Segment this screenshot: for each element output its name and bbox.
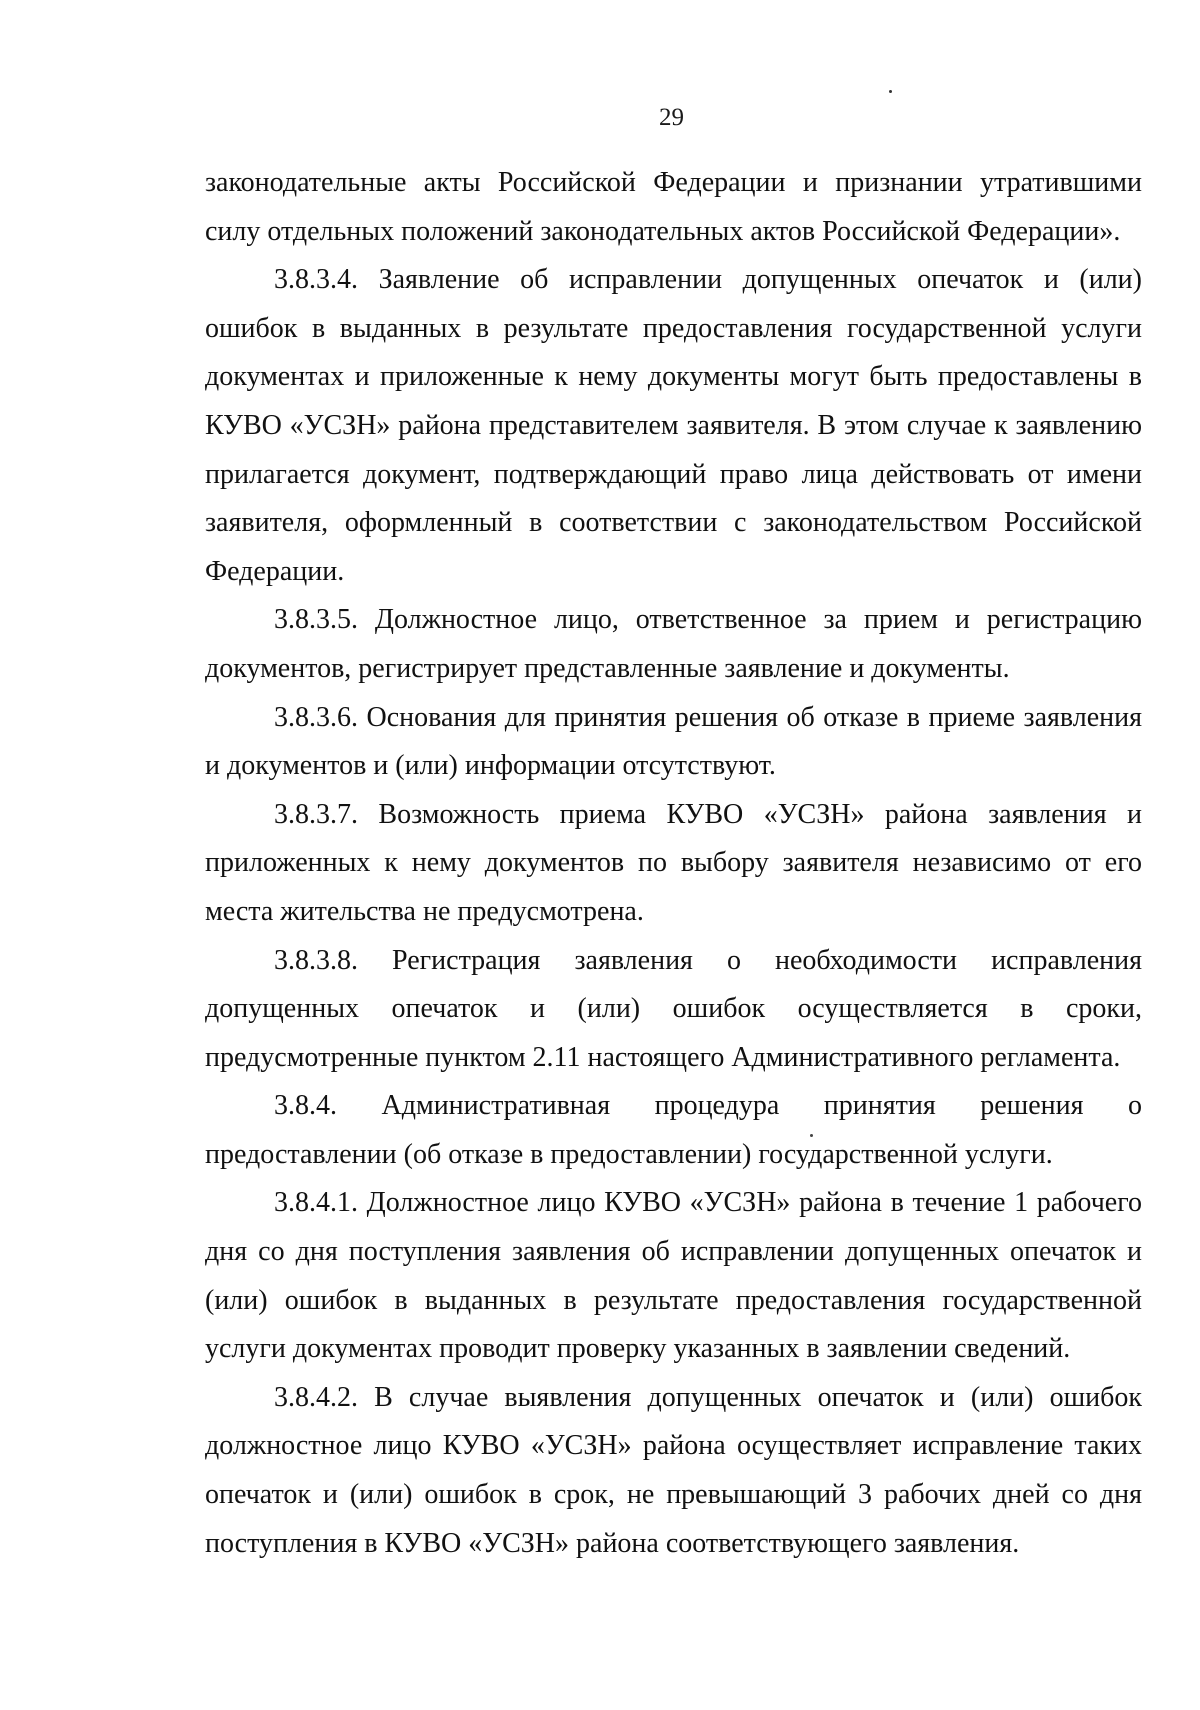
page-number: 29 (659, 104, 684, 131)
paragraph-3-8-4: 3.8.4. Административная процедура принятия решения о предоставлении (об отказе в предоставлении) государственной услуги. (205, 1090, 1142, 1170)
paragraph-continuation: законодательные акты Российской Федерации и признании утратившими силу отдельных положений законодательных актов Российской Федерации». (205, 167, 1142, 247)
paragraph-3-8-3-7: 3.8.3.7. Возможность приема КУВО «УСЗН» района заявления и приложенных к нему документов по выбору заявителя независимо от его места жительства не предусмотрена. (205, 798, 1142, 927)
scan-speck (889, 90, 892, 93)
paragraph-3-8-3-4: 3.8.3.4. Заявление об исправлении допущенных опечаток и (или) ошибок в выданных в результате предоставления государственной услуги документах и приложенные к нему документы могут быть предоставлены в КУВО «УСЗН» района представителем заявителя. В этом случае к заявлению прилагается документ, подтверждающий право лица действовать от имени заявителя, оформленный в соответствии с законодательством Российской Федерации. (205, 264, 1142, 587)
paragraph-3-8-3-5: 3.8.3.5. Должностное лицо, ответственное за прием и регистрацию документов, регистрирует представленные заявление и документы. (205, 604, 1142, 684)
paragraph-3-8-4-1: 3.8.4.1. Должностное лицо КУВО «УСЗН» района в течение 1 рабочего дня со дня поступления заявления об исправлении допущенных опечаток и (или) ошибок в выданных в результате предоставления государственной услуги документах проводит проверку указанных в заявлении сведений. (205, 1187, 1142, 1365)
paragraph-3-8-3-6: 3.8.3.6. Основания для принятия решения об отказе в приеме заявления и документов и (или) информации отсутствуют. (205, 701, 1142, 782)
document-body (205, 159, 1142, 1568)
paragraph-3-8-4-2: 3.8.4.2. В случае выявления допущенных опечаток и (или) ошибок должностное лицо КУВО «УСЗН» района осуществляет исправление таких опечаток и (или) ошибок в срок, не превышающий 3 рабочих дней со дня поступления в КУВО «УСЗН» района соответствующего заявления. (205, 1381, 1142, 1559)
scan-speck (810, 1134, 813, 1137)
paragraph-3-8-3-8: 3.8.3.8. Регистрация заявления о необходимости исправления допущенных опечаток и (или) ошибок осуществляется в сроки, предусмотренные пунктом 2.11 настоящего Административного регламента. (205, 944, 1142, 1073)
